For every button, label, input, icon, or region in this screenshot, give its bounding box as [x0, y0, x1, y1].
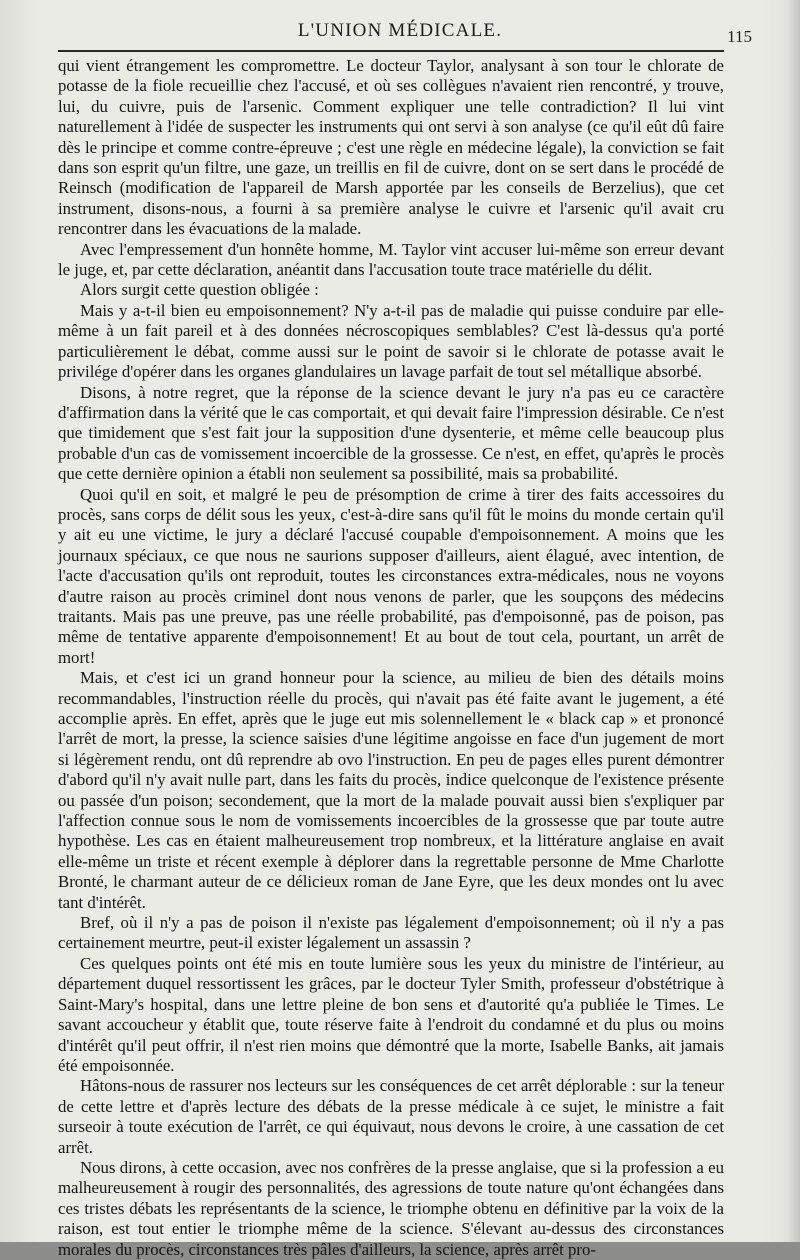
paragraph: Nous dirons, à cette occasion, avec nos confrères de la presse anglaise, que si la profession a eu malheureusement à rougir des personnalités, des agressions de toute nature qu'ont échangées dans ces tristes débats les représentants de la science, le triomphe obtenu en définitive par la voix de la raison, est tout entier le triomphe même de la science. S'élevant au-dessus des circonstances morales du procès, circonstances très pâles d'ailleurs, la science, après arrêt pro-	[58, 1157, 724, 1259]
paragraph: Ces quelques points ont été mis en toute lumière sous les yeux du ministre de l'intérieur, au département duquel ressortissent les grâces, par le docteur Tyler Smith, professeur d'obstétrique à Saint-Mary's hospital, dans une lettre pleine de bon sens et d'autorité qu'a publiée le Times. Le savant accoucheur y établit que, toute réserve faite à l'endroit du condamné et du plus ou moins d'intérêt qu'il peut offrir, il n'est rien moins que démontré que la morte, Isabelle Banks, ait jamais été empoisonnée.	[58, 953, 724, 1075]
paragraph: Hâtons-nous de rassurer nos lecteurs sur les conséquences de cet arrêt déplorable : sur la teneur de cette lettre et d'après lecture des débats de la presse médicale à ce sujet, le ministre a fait surseoir à toute exécution de l'arrêt, ce qui équivaut, nous devons le croire, à une cassation de cet arrêt.	[58, 1076, 724, 1157]
paragraph: Quoi qu'il en soit, et malgré le peu de présomption de crime à tirer des faits accessoires du procès, sans corps de délit sous les yeux, c'est-à-dire sans qu'il fût le moins du monde certain qu'il y ait eu une victime, le jury a déclaré l'accusé coupable d'empoisonnement. A moins que les journaux spéciaux, ce que nous ne saurions supposer d'ailleurs, aient élagué, avec intention, de l'acte d'accusation qu'ils ont reproduit, toutes les circonstances extra-médicales, nous ne voyons d'autre raison au procès criminel dont nous venons de parler, que les soupçons des médecins traitants. Mais pas une preuve, pas une réelle probabilité, pas d'empoisonné, pas de poison, pas même de tentative apparente d'empoisonnement! Et au bout de tout cela, pourtant, un arrêt de mort!	[58, 484, 724, 667]
paragraph: Bref, où il n'y a pas de poison il n'existe pas légalement d'empoisonnement; où il n'y a pas certainement meurtre, peut-il exister légalement un assassin ?	[58, 913, 724, 953]
journal-title: L'UNION MÉDICALE.	[297, 20, 503, 41]
page-number: 115	[727, 27, 752, 46]
paragraph: Mais y a-t-il bien eu empoisonnement? N'y a-t-il pas de maladie qui puisse conduire par elle-même à un fait pareil et à des données nécroscopiques semblables? C'est là-dessus qu'a porté particulièrement le débat, comme aussi sur le point de savoir si le chlorate de potasse avait le privilége d'opérer dans les organes glandulaires un lavage parfait de tout sel métallique absorbé.	[58, 300, 724, 382]
paragraph: Avec l'empressement d'un honnête homme, M. Taylor vint accuser lui-même son erreur devant le juge, et, par cette déclaration, anéantit dans l'accusation toute trace matérielle du délit.	[58, 239, 724, 280]
paragraph: Mais, et c'est ici un grand honneur pour la science, au milieu de bien des détails moins recommandables, l'instruction réelle du procès, qui n'avait pas été faite avant le jugement, a été accomplie après. En effet, après que le juge eut mis solennellement le « black cap » et prononcé l'arrêt de mort, la presse, la science saisies d'une légitime angoisse en face d'un jugement de mort si légèrement rendu, ont dû reprendre ab ovo l'instruction. En peu de pages elles purent démontrer d'abord qu'il n'y avait nulle part, dans les faits du procès, indice quelconque de l'existence présente ou passée d'un poison; secondement, que la mort de la malade pouvait aussi bien s'expliquer par l'affection connue sous le nom de vomissements incoercibles de la grossesse que par toute autre hypothèse. Les cas en étaient malheureusement trop nombreux, et la littérature anglaise en avait elle-même un triste et récent exemple à déplorer dans la regrettable personne de Mme Charlotte Bronté, le charmant auteur de ce délicieux roman de Jane Eyre, que les deux mondes ont lu avec tant d'intérêt.	[58, 668, 724, 912]
article-body	[58, 56, 724, 1260]
header-rule	[58, 50, 724, 52]
paragraph: qui vient étrangement les compromettre. Le docteur Taylor, analysant à son tour le chlorate de potasse de la fiole recueillie chez l'accusé, et où ses collègues n'avaient rien rencontré, y trouve, lui, du cuivre, puis de l'arsenic. Comment expliquer une telle contradiction? Il lui vint naturellement à l'idée de suspecter les instruments qui ont servi à son analyse (ce qu'il eût dû faire dès le principe et comme contre-épreuve ; c'est une règle en médecine légale), la conviction se fait dans son esprit qu'un filtre, une gaze, un treillis en fil de cuivre, dont on se sert dans le procédé de Reinsch (modification de l'appareil de Marsh apportée par les conseils de Berzelius), que cet instrument, disons-nous, a fourni à sa première analyse le cuivre et l'arsenic qu'il avait cru rencontrer dans les évacuations de la malade.	[58, 56, 724, 239]
paragraph: Disons, à notre regret, que la réponse de la science devant le jury n'a pas eu ce caractère d'affirmation dans la vérité que le cas comportait, et qui devait faire l'impression désirable. Ce n'est que timidement que s'est fait jour la supposition d'une dysenterie, et même celle beaucoup plus probable d'un cas de vomissement incoercible de la grossesse. Ce n'est, en effet, qu'après le procès que cette dernière opinion a établi non seulement sa possibilité, mais sa probabilité.	[58, 382, 724, 484]
running-header	[0, 18, 800, 48]
paragraph: Alors surgit cette question obligée :	[80, 280, 319, 300]
page-edge-shadow	[786, 0, 800, 1242]
